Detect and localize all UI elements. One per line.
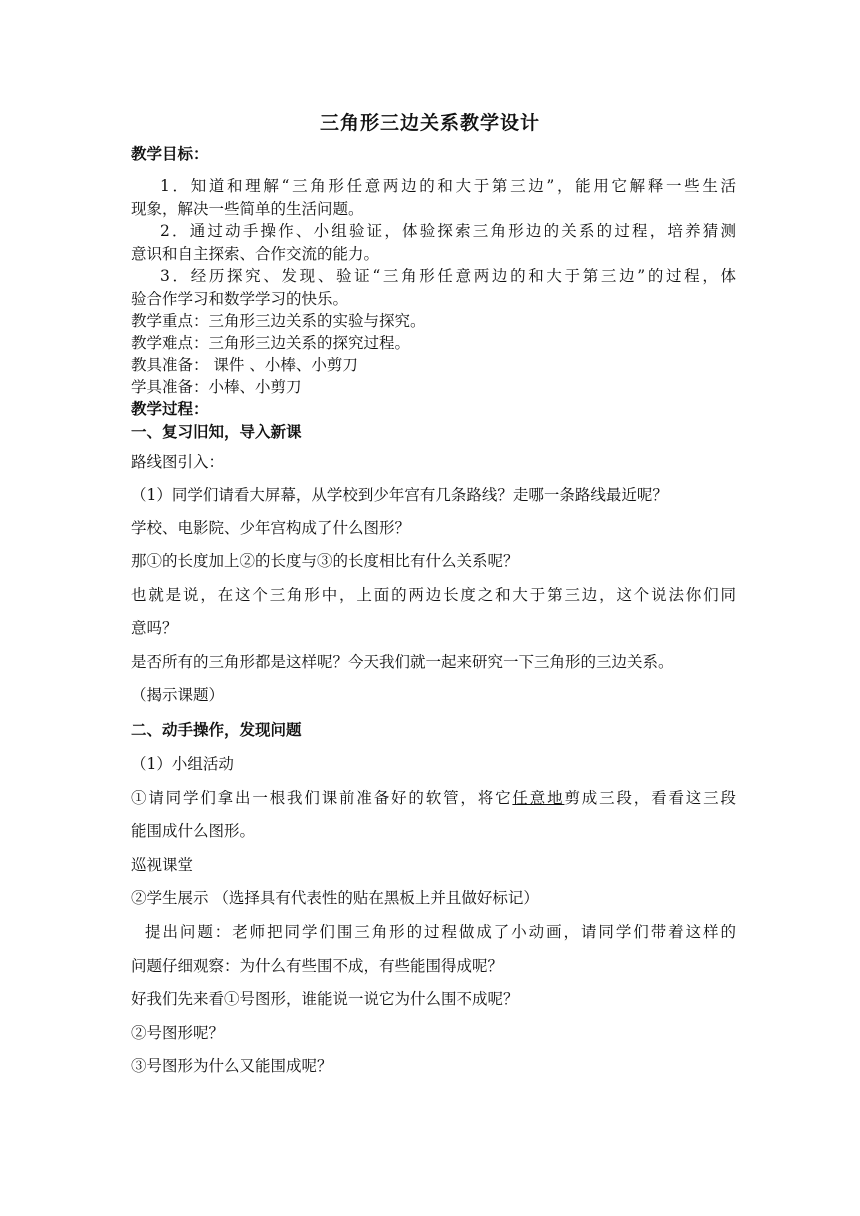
paragraph-question-2: 学校、电影院、少年宫构成了什么图形？ <box>131 519 411 537</box>
paragraph-activity-line-1 <box>131 787 736 809</box>
part-2-heading: 二、动手操作，发现问题 <box>131 720 302 739</box>
objectives-heading: 教学目标： <box>131 144 209 163</box>
paragraph-figure-1: 好我们先来看①号图形，谁能说一说它为什么围不成呢？ <box>131 990 519 1008</box>
difficult-point: 教学难点：三角形三边关系的探究过程。 <box>131 334 411 352</box>
activity-text-a: ①请同学们拿出一根我们课前准备好的软管，将它 <box>131 789 513 807</box>
process-heading: 教学过程： <box>131 399 209 418</box>
paragraph-figure-2: ②号图形呢？ <box>131 1024 225 1042</box>
paragraph-student-show: ②学生展示 （选择具有代表性的贴在黑板上并且做好标记） <box>131 889 539 907</box>
objective-2-line-2: 意识和自主探索、合作交流的能力。 <box>131 245 380 263</box>
paragraph-statement-line-1: 也就是说，在这个三角形中，上面的两边长度之和大于第三边，这个说法你们同 <box>131 586 736 604</box>
paragraph-question-3: 那①的长度加上②的长度与③的长度相比有什么关系呢？ <box>131 552 519 570</box>
key-point: 教学重点：三角形三边关系的实验与探究。 <box>131 312 426 330</box>
paragraph-reveal-topic: （揭示课题） <box>131 686 225 704</box>
paragraph-route-intro: 路线图引入： <box>131 453 225 471</box>
activity-text-underlined: 任意地 <box>512 789 565 807</box>
part-1-heading: 一、复习旧知，导入新课 <box>131 422 302 441</box>
paragraph-activity-line-2: 能围成什么图形。 <box>131 822 256 840</box>
paragraph-question-1: （1）同学们请看大屏幕，从学校到少年宫有几条路线？走哪一条路线最近呢？ <box>131 486 668 504</box>
teaching-tools: 教具准备： 课件 、小棒、小剪刀 <box>131 356 358 374</box>
student-tools: 学具准备：小棒、小剪刀 <box>131 378 302 396</box>
objective-3-line-1: 3．经历探究、发现、验证“三角形任意两边的和大于第三边”的过程，体 <box>160 267 736 285</box>
paragraph-figure-3: ③号图形为什么又能围成呢？ <box>131 1057 333 1075</box>
paragraph-group-activity: （1）小组活动 <box>131 755 234 773</box>
paragraph-patrol: 巡视课堂 <box>131 856 194 874</box>
paragraph-ask-question-line-1: 提出问题：老师把同学们围三角形的过程做成了小动画，请同学们带着这样的 <box>145 923 736 941</box>
document-title: 三角形三边关系教学设计 <box>319 112 540 134</box>
objective-3-line-2: 验合作学习和数学学习的快乐。 <box>131 290 349 308</box>
objective-1-line-2: 现象，解决一些简单的生活问题。 <box>131 200 364 218</box>
objective-2-line-1: 2．通过动手操作、小组验证，体验探索三角形边的关系的过程，培养猜测 <box>160 222 736 240</box>
paragraph-research: 是否所有的三角形都是这样呢？今天我们就一起来研究一下三角形的三边关系。 <box>131 653 674 671</box>
objective-1-line-1: 1．知道和理解“三角形任意两边的和大于第三边”，能用它解释一些生活 <box>160 177 736 195</box>
activity-text-b: 剪成三段，看看这三段 <box>564 789 736 807</box>
paragraph-ask-question-line-2: 问题仔细观察：为什么有些围不成，有些能围得成呢？ <box>131 957 504 975</box>
paragraph-statement-line-2: 意吗？ <box>131 619 178 637</box>
